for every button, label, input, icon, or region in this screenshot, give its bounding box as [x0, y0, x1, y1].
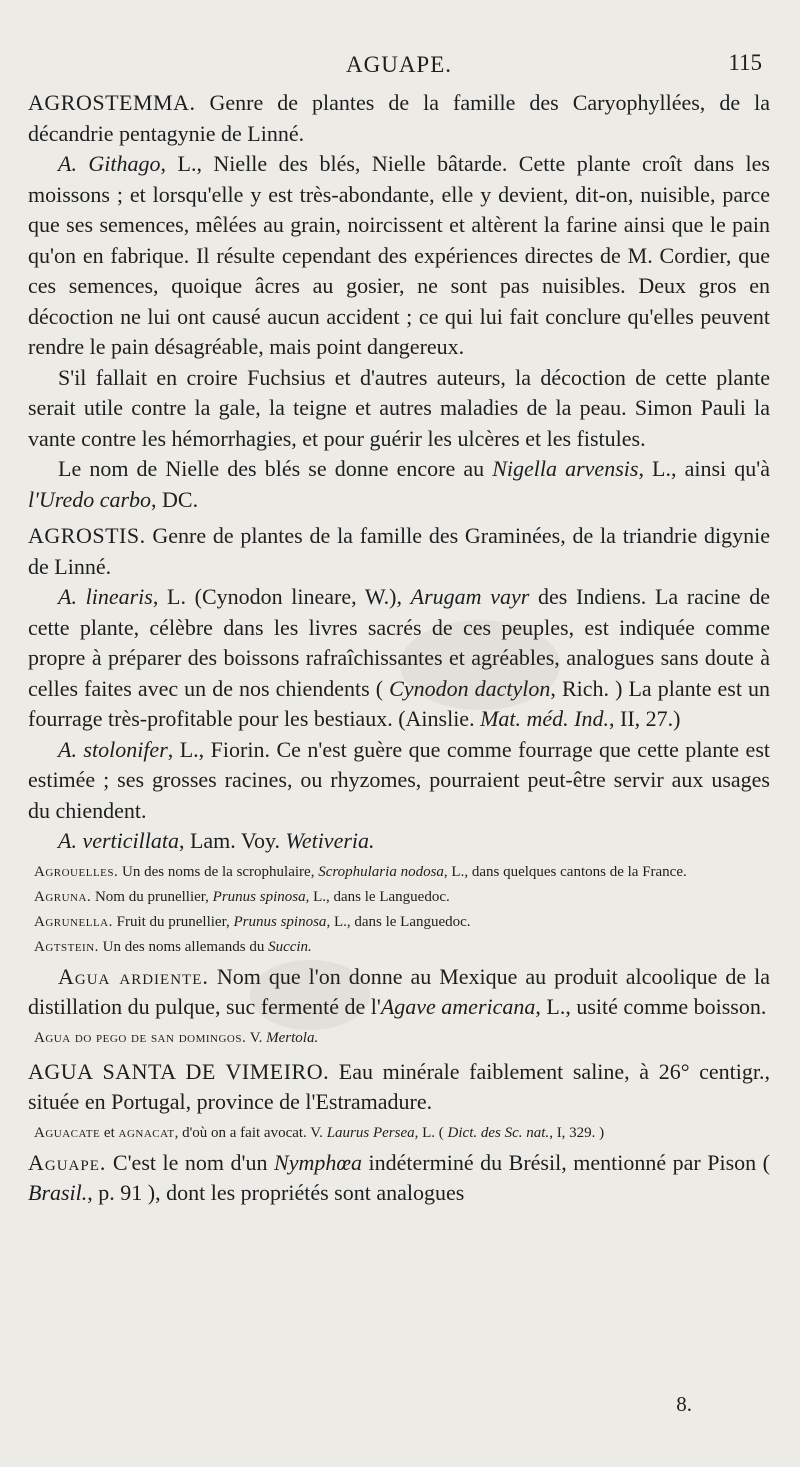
entry-text: Un des noms de la scrophulaire, — [118, 863, 319, 880]
entry-text: , L., dans le Languedoc. — [326, 913, 471, 930]
paragraph-text: , L., ainsi qu'à — [638, 456, 770, 481]
entry-aguape — [28, 1148, 770, 1209]
species-name: Prunus spinosa — [212, 888, 306, 905]
entry-agua-pego — [28, 1027, 770, 1049]
species-name: A. stolonifer — [58, 736, 168, 762]
entry-agrunella — [28, 911, 770, 933]
cross-reference: Wetiveria. — [285, 828, 375, 853]
cross-reference: Succin. — [268, 938, 312, 955]
cross-reference: Mertola. — [266, 1029, 319, 1046]
entry-aguacate — [28, 1122, 770, 1144]
entry-text: , L., usité comme boisson. — [535, 994, 767, 1019]
species-name: A. Githago — [58, 151, 161, 176]
entry-text: , II, 27.) — [609, 706, 681, 731]
paragraph-text: S'il fallait en croire Fuchsius et d'autres auteurs, la décoction de cette plante serait utile contre la gale, la teigne et autres maladies de la peau. Simon Pauli la vante contre les hémorrhagies, et pour guérir les ulcères et les fistules. — [28, 364, 770, 451]
signature-mark: 8. — [676, 1392, 692, 1416]
entry-text: Nom du prunellier, — [91, 888, 213, 905]
entry-githago — [28, 149, 770, 363]
entry-text: , Rich. ) La plante est un fourrage très-profitable pour les bestiaux. (Ainslie. — [28, 675, 771, 731]
species-name: A. linearis — [58, 584, 153, 609]
entry-text: , p. 91 ), dont les propriétés sont analogues — [87, 1180, 465, 1205]
headword: Agua do pego de san domingos. — [34, 1029, 247, 1046]
entry-text: Un des noms allemands du — [98, 938, 269, 955]
species-name: Cynodon dactylon — [389, 675, 551, 701]
species-name: A. verticillata — [58, 828, 179, 853]
entry-text: , L. (Cynodon lineare, W.), — [152, 584, 411, 609]
species-name: Scrophularia nodosa — [318, 863, 444, 880]
headword: Aguape. — [28, 1149, 107, 1175]
entry-verticillata — [28, 826, 770, 857]
headword: AGUA SANTA DE VIMEIRO. — [28, 1058, 330, 1084]
species-name: Agave americana — [380, 994, 536, 1019]
entry-linearis — [28, 582, 770, 735]
entry-text: Genre de plantes de la famille des Caryophyllées, de la décandrie pentagynie de Linné. — [28, 90, 770, 146]
species-name: Prunus spinosa — [233, 913, 327, 930]
species-name: Nigella arvensis — [492, 456, 639, 481]
entry-agtstein — [28, 936, 770, 958]
entry-text: , Lam. Voy. — [178, 828, 286, 853]
entry-agruna — [28, 886, 770, 908]
headword: agnacat — [118, 1124, 175, 1141]
headword: Agrouelles. — [34, 863, 119, 880]
page-number: 115 — [728, 50, 762, 75]
page — [28, 48, 770, 1209]
entry-text: , L. ( — [414, 1124, 448, 1141]
headword: Aguacate — [34, 1124, 101, 1141]
entry-text: C'est le nom d'un — [106, 1149, 275, 1175]
headword-agrostemma: AGROSTEMMA. — [28, 90, 196, 115]
entry-agrostemma — [28, 88, 770, 149]
entry-text: indéterminé du Brésil, mentionné par Pison ( — [362, 1149, 770, 1175]
entry-stolonifer — [28, 735, 770, 827]
paragraph-nielle-name — [28, 454, 770, 515]
paragraph-text: Le nom de Nielle des blés se donne encore au — [58, 456, 493, 481]
small-entries — [28, 861, 770, 958]
species-name: Laurus Persea — [326, 1124, 415, 1141]
entry-text: Eau minérale faiblement saline, à 26° centigr., située en Portugal, province de l'Estramadure. — [28, 1058, 770, 1114]
entry-text: Nom que l'on donne au Mexique au produit alcoolique de la distillation du pulque, suc fermenté de l' — [28, 963, 770, 1019]
page-header — [28, 48, 770, 88]
entry-text: , L., Nielle des blés, Nielle bâtarde. Cette plante croît dans les moissons ; et lorsqu'elle y est très-abondante, elle y devient, dit-on, nuisible, parce que ses semences, mêlées au grain, noircissent et altèrent la farine ainsi que le pain qu'on en fabrique. Il résulte cependant des expériences directes de M. Cordier, que ces semences, quoique âcres au gosier, ne sont pas nuisibles. Deux gros en décoction ne lui ont causé aucun accident ; ce qui lui fait conclure qu'elles peuvent rendre le pain désagréable, mais point dangereux. — [28, 151, 770, 359]
entry-text: , L., dans quelques cantons de la France. — [443, 863, 687, 880]
entry-agua-santa — [28, 1057, 770, 1118]
entry-text: et — [100, 1124, 119, 1141]
headword: Agua ardiente. — [58, 963, 209, 989]
entry-text: , L., dans le Languedoc. — [305, 888, 450, 905]
species-name: l'Uredo carbo — [28, 486, 152, 512]
citation: Brasil. — [28, 1180, 88, 1205]
headword: Agrunella. — [34, 913, 113, 930]
paragraph-fuchsius — [28, 363, 770, 455]
entry-agrostis — [28, 521, 770, 582]
species-name: Arugam vayr — [410, 584, 530, 609]
running-title: AGUAPE. — [345, 52, 453, 77]
entry-text: des Indiens. La racine de cette plante, célèbre dans les livres sacrés de ces peuples, est indiquée comme propre à préparer des boissons rafraîchissantes et agréables, analogues sans doute à celles faites avec un de nos chiendents ( — [28, 584, 770, 701]
entry-agua-ardiente — [28, 962, 770, 1023]
headword: Agtstein. — [34, 938, 99, 955]
headword-agrostis: AGROSTIS. — [28, 523, 146, 548]
headword: Agruna. — [34, 888, 92, 905]
entry-text: , L., Fiorin. Ce n'est guère que comme fourrage que cette plante est estimée ; ses grosses racines, ou rhyzomes, pourraient peut-être servir aux usages du chiendent. — [28, 736, 770, 823]
entry-agrouelles — [28, 861, 770, 883]
species-name: Nymphœa — [274, 1149, 363, 1175]
entry-text: , d'où on a fait avocat. V. — [174, 1124, 327, 1141]
entry-text: , I, 329. ) — [549, 1124, 605, 1141]
citation: Mat. méd. Ind. — [480, 706, 609, 731]
paragraph-text: , DC. — [151, 486, 199, 512]
entry-text: V. — [246, 1029, 267, 1046]
entry-text: Genre de plantes de la famille des Graminées, de la triandrie digynie de Linné. — [28, 523, 770, 579]
citation: Dict. des Sc. nat. — [447, 1124, 550, 1141]
entry-text: Fruit du prunellier, — [112, 913, 234, 930]
